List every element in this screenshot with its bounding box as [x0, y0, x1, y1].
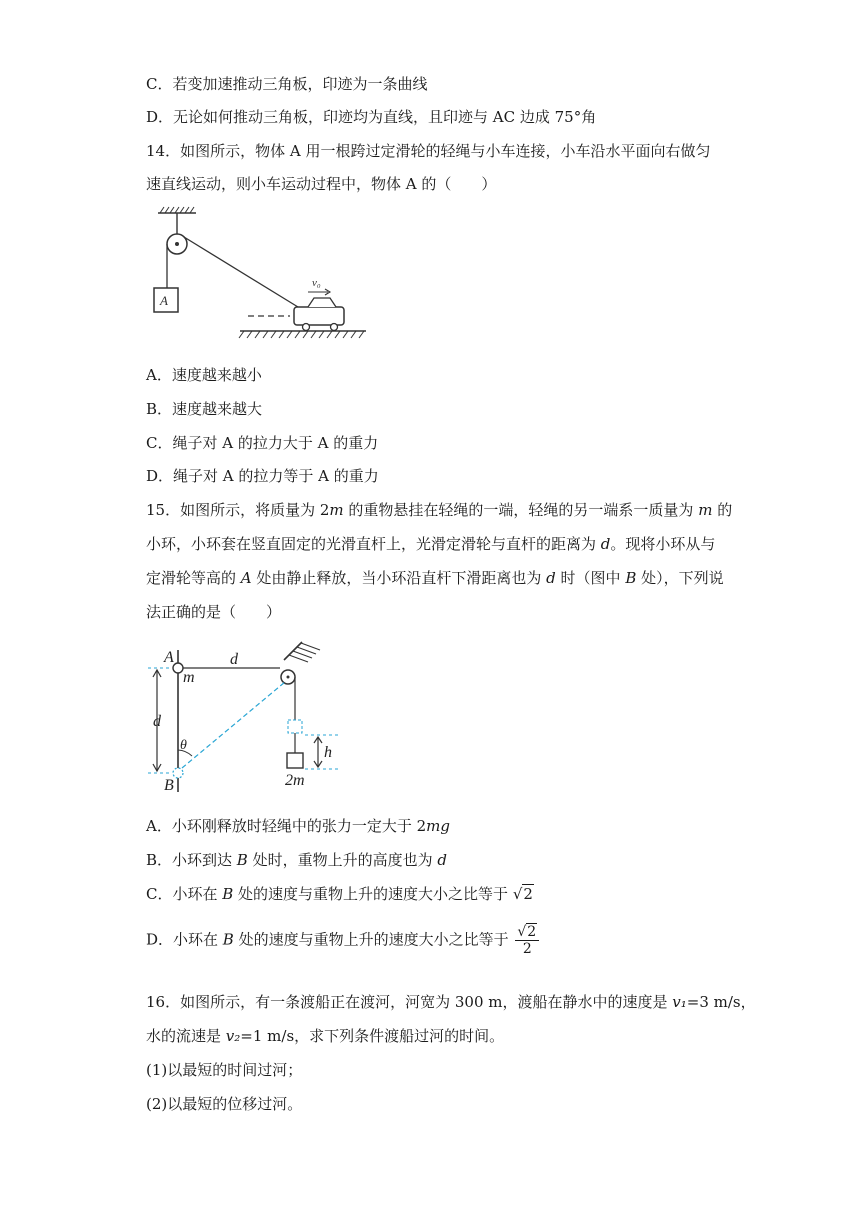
ring-b: [173, 768, 183, 778]
q15-option-d: D．小环在 B 处的速度与重物上升的速度大小之比等于 $\frac{√2}{2}$: [146, 924, 539, 957]
q15-stem-line1: 15．如图所示，将质量为 2m 的重物悬挂在轻绳的一端，轻绳的另一端系一质量为 m 的: [146, 501, 733, 519]
cart: [294, 307, 344, 325]
point-b-label: B: [164, 777, 174, 794]
weight-2m: [287, 753, 303, 768]
theta-label: θ: [180, 738, 187, 753]
h-label: h: [324, 744, 332, 761]
q15-stem-line3: 定滑轮等高的 A 处由静止释放，当小环沿直杆下滑距离也为 d 时（图中 B 处），下列说: [146, 569, 724, 587]
q16-stem-line1: 16．如图所示，有一条渡船正在渡河，河宽为 300 m，渡船在静水中的速度是 v₁=3 m/s，: [146, 993, 756, 1011]
q14-stem-line2: 速直线运动，则小车运动过程中，物体 A 的（ ）: [146, 175, 497, 193]
q15-stem-line4: 法正确的是（ ）: [146, 603, 282, 621]
q15-option-b: B．小环到达 B 处时，重物上升的高度也为 d: [146, 851, 447, 869]
block-a-label: A: [160, 293, 168, 308]
q15-option-a: A．小环刚释放时轻绳中的张力一定大于 2mg: [146, 817, 450, 835]
mass-m-label: m: [183, 669, 195, 686]
point-a-label: A: [164, 649, 174, 666]
q14-option-d: D．绳子对 A 的拉力等于 A 的重力: [146, 467, 379, 485]
q14-pulley-cart-figure: [140, 204, 370, 350]
q15-ring-rod-figure: [140, 640, 360, 800]
q15-option-c: C．小环在 B 处的速度与重物上升的速度大小之比等于 √2: [146, 885, 533, 903]
sqrt-2: √2: [512, 885, 533, 903]
q16-part-1: (1)以最短的时间过河；: [146, 1061, 303, 1079]
fraction-sqrt2-over-2: $\frac{√2}{2}$: [515, 924, 539, 957]
q16-stem-line2: 水的流速是 v₂=1 m/s，求下列条件渡船过河的时间。: [146, 1027, 505, 1045]
mass-2m-label: 2m: [285, 772, 305, 789]
q15-stem-line2: 小环，小环套在竖直固定的光滑直杆上，光滑定滑轮与直杆的距离为 d。现将小环从与: [146, 535, 716, 553]
velocity-label: v₀: [312, 277, 321, 289]
ring-a: [173, 663, 183, 673]
d-top-label: d: [230, 651, 238, 668]
q13-option-d: D．无论如何推动三角板，印迹均为直线，且印迹与 AC 边成 75°角: [146, 108, 597, 126]
q13-option-c: C．若变加速推动三角板，印迹为一条曲线: [146, 75, 428, 93]
q16-part-2: (2)以最短的位移过河。: [146, 1095, 303, 1113]
q14-option-b: B．速度越来越大: [146, 400, 263, 418]
q14-stem-line1: 14．如图所示，物体 A 用一根跨过定滑轮的轻绳与小车连接，小车沿水平面向右做匀: [146, 142, 711, 160]
q14-option-a: A．速度越来越小: [146, 366, 262, 384]
q14-option-c: C．绳子对 A 的拉力大于 A 的重力: [146, 434, 379, 452]
d-left-label: d: [153, 713, 161, 730]
